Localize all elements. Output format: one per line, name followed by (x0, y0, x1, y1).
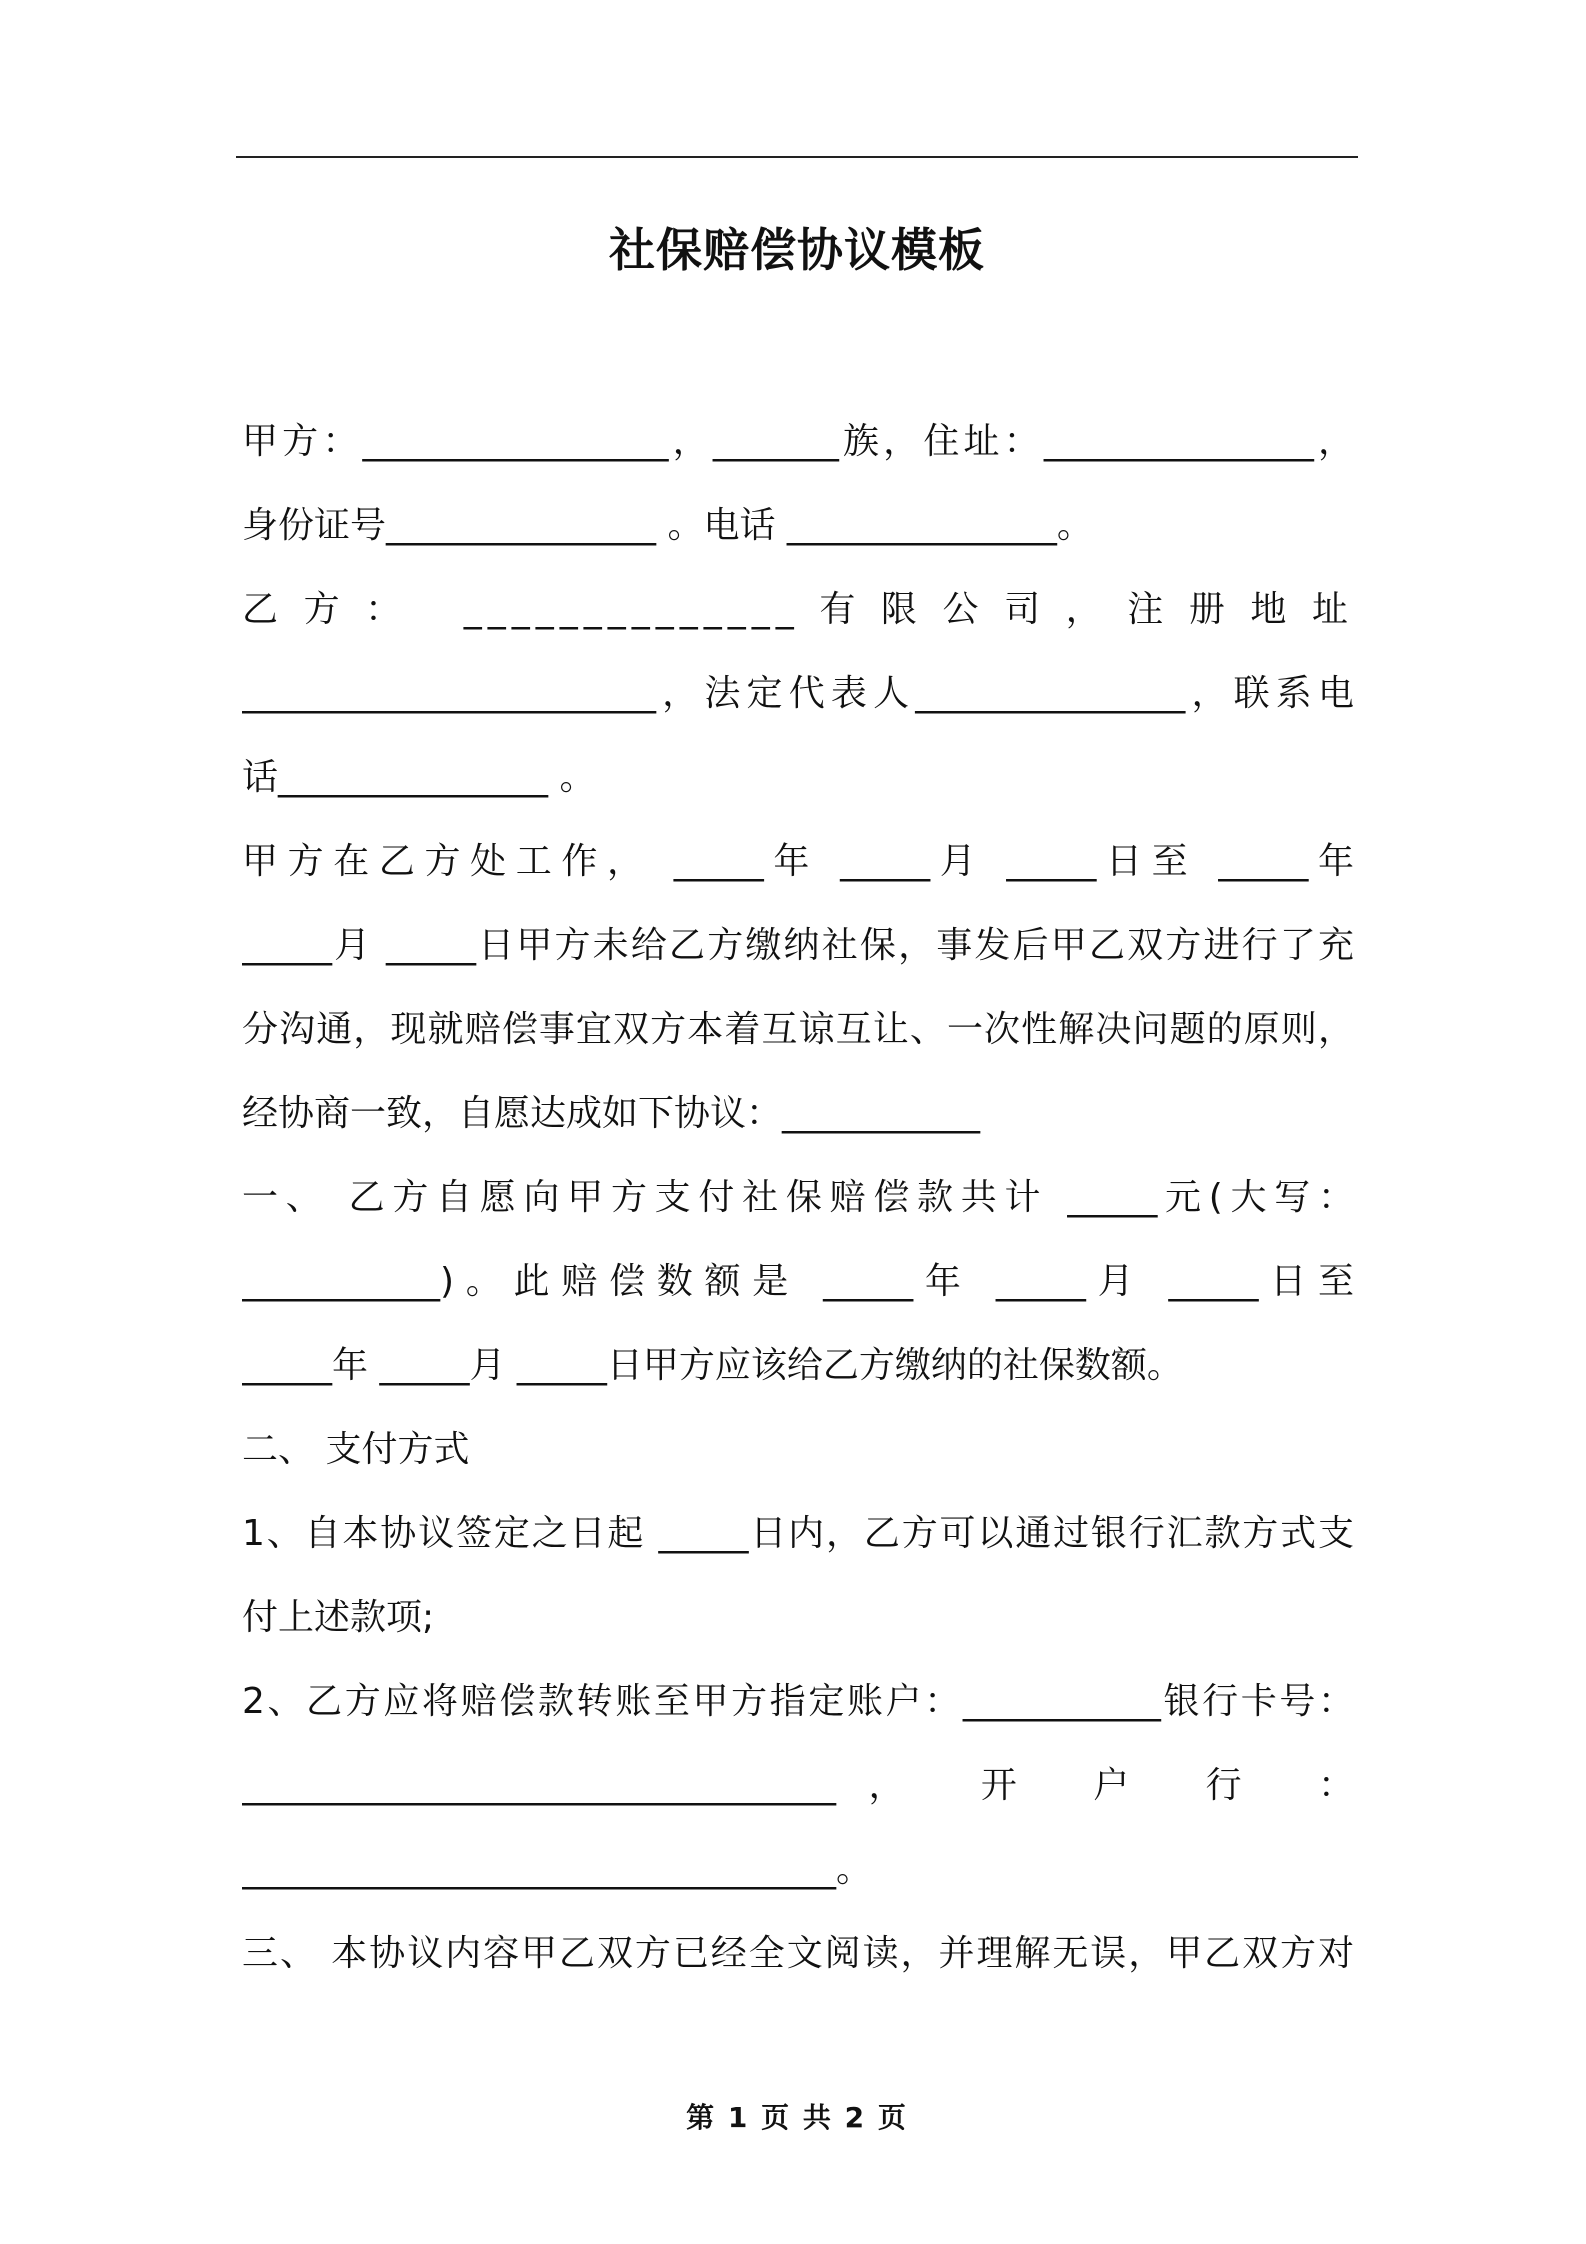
body-line-work-period: 甲方在乙方处工作， _____年 _____月 _____日至 _____年 (242, 841, 1354, 882)
document-title: 社保赔偿协议模板 (609, 223, 985, 277)
body-line-address: _______________________，法定代表人_______________，联系电 (242, 673, 1354, 714)
body-line-bank-account: _________________________________， 开 户 行 ： (242, 1765, 1354, 1806)
body-line-party-b: 乙方： ______________有限公司，注册地址 (242, 589, 1354, 630)
document-body (242, 400, 1354, 1996)
body-line-payment-1: 1、自本协议签定之日起 _____日内，乙方可以通过银行汇款方式支 (242, 1513, 1354, 1554)
body-line-clause-3: 三、 本协议内容甲乙双方已经全文阅读，并理解无误，甲乙双方对 (242, 1933, 1354, 1974)
body-line-clause-1-end: _____年 _____月 _____日甲方应该给乙方缴纳的社保数额。 (242, 1345, 1183, 1386)
body-line-clause-1: 一、 乙方自愿向甲方支付社保赔偿款共计 _____元(大写： (242, 1177, 1354, 1218)
body-line-bank-branch: _________________________________。 (242, 1849, 872, 1890)
body-line-id-phone: 身份证号_______________ 。电话 _______________。 (242, 505, 1093, 546)
body-line-payment-2: 2、乙方应将赔偿款转账至甲方指定账户：___________银行卡号： (242, 1681, 1354, 1722)
body-line-clause-1-amount: ___________)。此赔偿数额是 _____年 _____月 _____日至 (242, 1261, 1354, 1302)
body-line-clause-2: 二、 支付方式 (242, 1429, 470, 1470)
body-line-contact: 话_______________ 。 (242, 757, 596, 798)
page-footer: 第 1 页 共 2 页 (686, 2101, 908, 2134)
body-line-negotiation: 分沟通，现就赔偿事宜双方本着互谅互让、一次性解决问题的原则， (242, 1009, 1354, 1050)
body-line-party-a: 甲方：_________________，_______族，住址：_______________， (242, 421, 1354, 462)
header-rule (236, 156, 1358, 158)
body-line-social-insurance: _____月 _____日甲方未给乙方缴纳社保，事发后甲乙双方进行了充 (242, 925, 1354, 966)
body-line-payment-1-end: 付上述款项; (242, 1597, 435, 1638)
body-line-agreement: 经协商一致，自愿达成如下协议：___________ (242, 1093, 981, 1134)
